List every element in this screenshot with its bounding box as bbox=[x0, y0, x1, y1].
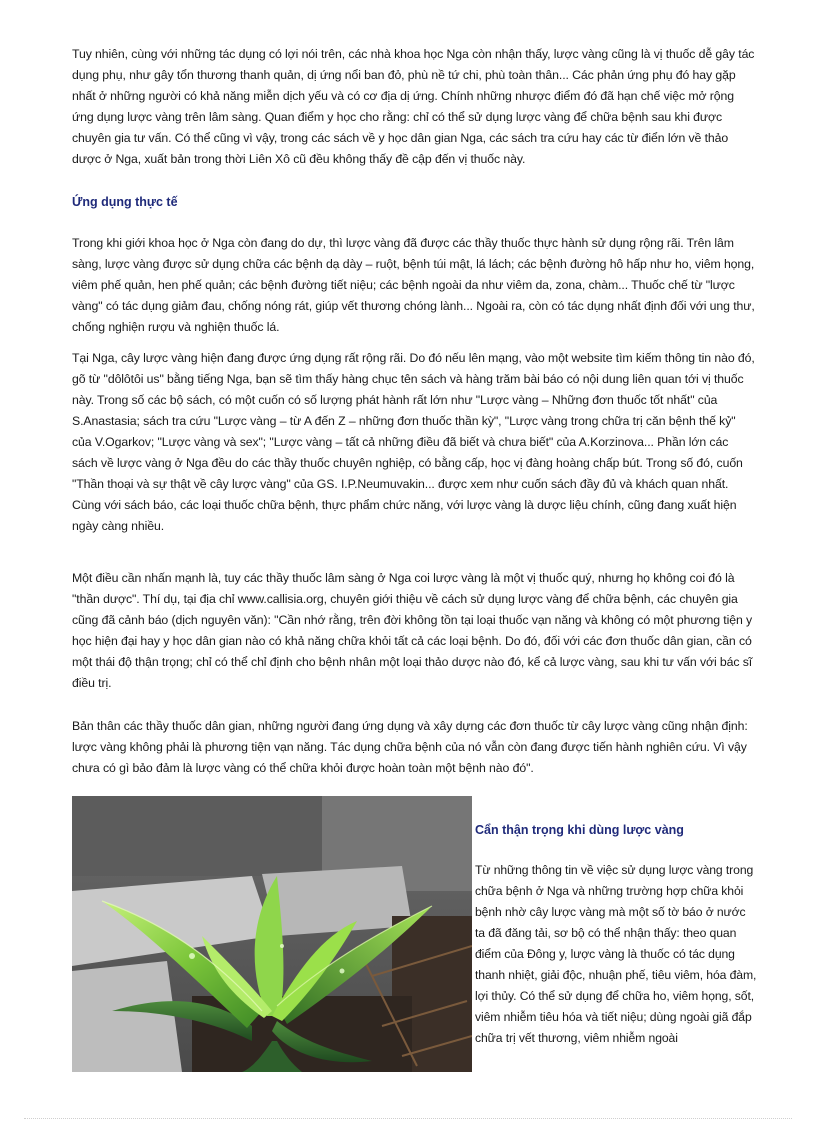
paragraph-not-miracle-drug: Một điều cần nhấn mạnh là, tuy các thầy thuốc lâm sàng ở Nga coi lược vàng là một vị thuốc quý, nhưng họ không coi đó là "thần dược". Thí dụ, tại địa chỉ www.callisia.org, chuyên giới thiệu về cách sử dụng lược vàng để chữa bệnh, các chuyên gia cũng đã cảnh báo (dịch nguyên văn): "Cần nhớ rằng, trên đời không tồn tại loại thuốc vạn năng và không có một phương tiện y học hiện đại hay y học dân gian nào có khả năng chữa khỏi tất cả các loại bệnh. Do đó, đối với các đơn thuốc dân gian, cần có một thái độ thận trọng; chỉ có thể chỉ định cho bệnh nhân một loại thảo dược nào đó, kể cả lược vàng, sau khi tư vấn với bác sĩ điều trị. bbox=[72, 571, 753, 690]
paragraph-side-effects: Tuy nhiên, cùng với những tác dụng có lợi nói trên, các nhà khoa học Nga còn nhận thấy, lược vàng cũng là vị thuốc dễ gây tác dụng phụ, như gây tổn thương thanh quản, dị ứng nổi ban đỏ, phù nề tứ chi, phù toàn thân... Các phản ứng phụ đó hay gặp nhất ở những người có khả năng miễn dịch yếu và có cơ địa dị ứng. Chính những nhược điểm đó đã hạn chế việc mở rộng ứng dụng lược vàng trên lâm sàng. Quan điểm y học cho rằng: chỉ có thể sử dụng lược vàng để chữa bệnh sau khi được chuyên gia tư vấn. Có thể cũng vì vậy, trong các sách về y học dân gian Nga, các sách tra cứu hay các từ điển lớn về thảo dược ở Nga, xuất bản trong thời Liên Xô cũ đều không thấy đề cập đến vị thuốc này. bbox=[72, 47, 755, 166]
heading-caution: Cẩn thận trọng khi dùng lược vàng bbox=[475, 823, 684, 837]
paragraph-vietnam-findings: Từ những thông tin về việc sử dụng lược vàng trong chữa bệnh ở Nga và những trường hợp chữa khỏi bệnh nhờ cây lược vàng mà một số tờ báo ở nước ta đã đăng tải, sơ bộ có thể nhận thấy: theo quan điểm của Đông y, lược vàng là thuốc có tác dụng thanh nhiệt, giải độc, nhuận phế, tiêu viêm, hóa đàm, lợi thủy. Có thể sử dụng để chữa ho, viêm họng, sốt, viêm nhiễm tiêu hóa và tiết niệu; dùng ngoài giã đắp chữa trị vết thương, viêm nhiễm ngoài bbox=[475, 863, 757, 1045]
golden-comb-plant-image bbox=[72, 796, 472, 1072]
paragraph-use-in-russia: Tại Nga, cây lược vàng hiện đang được ứng dụng rất rộng rãi. Do đó nếu lên mạng, vào một website tìm kiếm thông tin nào đó, gõ từ "dôlôtôi us" bằng tiếng Nga, bạn sẽ tìm thấy hàng chục tên sách và hàng trăm bài báo có nội dung liên quan tới vị thuốc này. Trong số các bộ sách, có một cuốn có số lượng phát hành rất lớn như "Lược vàng – Những đơn thuốc tốt nhất" của S.Anastasia; sách tra cứu "Lược vàng – từ A đến Z – những đơn thuốc thần kỳ", "Lược vàng trong chữa trị căn bệnh thế kỷ" của V.Ogarkov; "Lược vàng và sex"; "Lược vàng – tất cả những điều đã biết và chưa biết" của A.Korzinova... Phần lớn các sách về lược vàng ở Nga đều do các thầy thuốc chuyên nghiệp, có bằng cấp, học vị đàng hoàng chấp bút. Trong số đó, cuốn "Thần thoại và sự thật về cây lược vàng" của GS. I.P.Neumuvakin... được xem như cuốn sách đầy đủ và khách quan nhất. Cùng với sách báo, các loại thuốc chữa bệnh, thực phẩm chức năng, với lược vàng là dược liệu chính, cũng đang xuất hiện ngày càng nhiều. bbox=[72, 351, 755, 533]
plant-photo bbox=[72, 796, 472, 1072]
paragraph-practitioners-use: Trong khi giới khoa học ở Nga còn đang do dự, thì lược vàng đã được các thầy thuốc thực hành sử dụng rộng rãi. Trên lâm sàng, lược vàng được sử dụng chữa các bệnh dạ dày – ruột, bệnh túi mật, lá lách; các bệnh đường hô hấp như ho, viêm họng, viêm phế quản, hen phế quản; các bệnh đường tiết niệu; các bệnh ngoài da như viêm da, zona, chàm... Thuốc chế từ "lược vàng" có tác dụng giảm đau, chống nóng rát, giúp vết thương chóng lành... Ngoài ra, còn có tác dụng nhất định đối với ung thư, chống nghiện rượu và nghiện thuốc lá. bbox=[72, 236, 755, 334]
heading-practical-application: Ứng dụng thực tế bbox=[72, 195, 178, 209]
paragraph-folk-healers-view: Bản thân các thầy thuốc dân gian, những người đang ứng dụng và xây dựng các đơn thuốc từ cây lược vàng cũng nhận định: lược vàng không phải là phương tiện vạn năng. Tác dụng chữa bệnh của nó vẫn còn đang được tiến hành nghiên cứu. Vì vậy chưa có gì bảo đảm là lược vàng có thể chữa khỏi được hoàn toàn một bệnh nào đó". bbox=[72, 719, 748, 775]
page-bottom-divider bbox=[24, 1118, 792, 1119]
